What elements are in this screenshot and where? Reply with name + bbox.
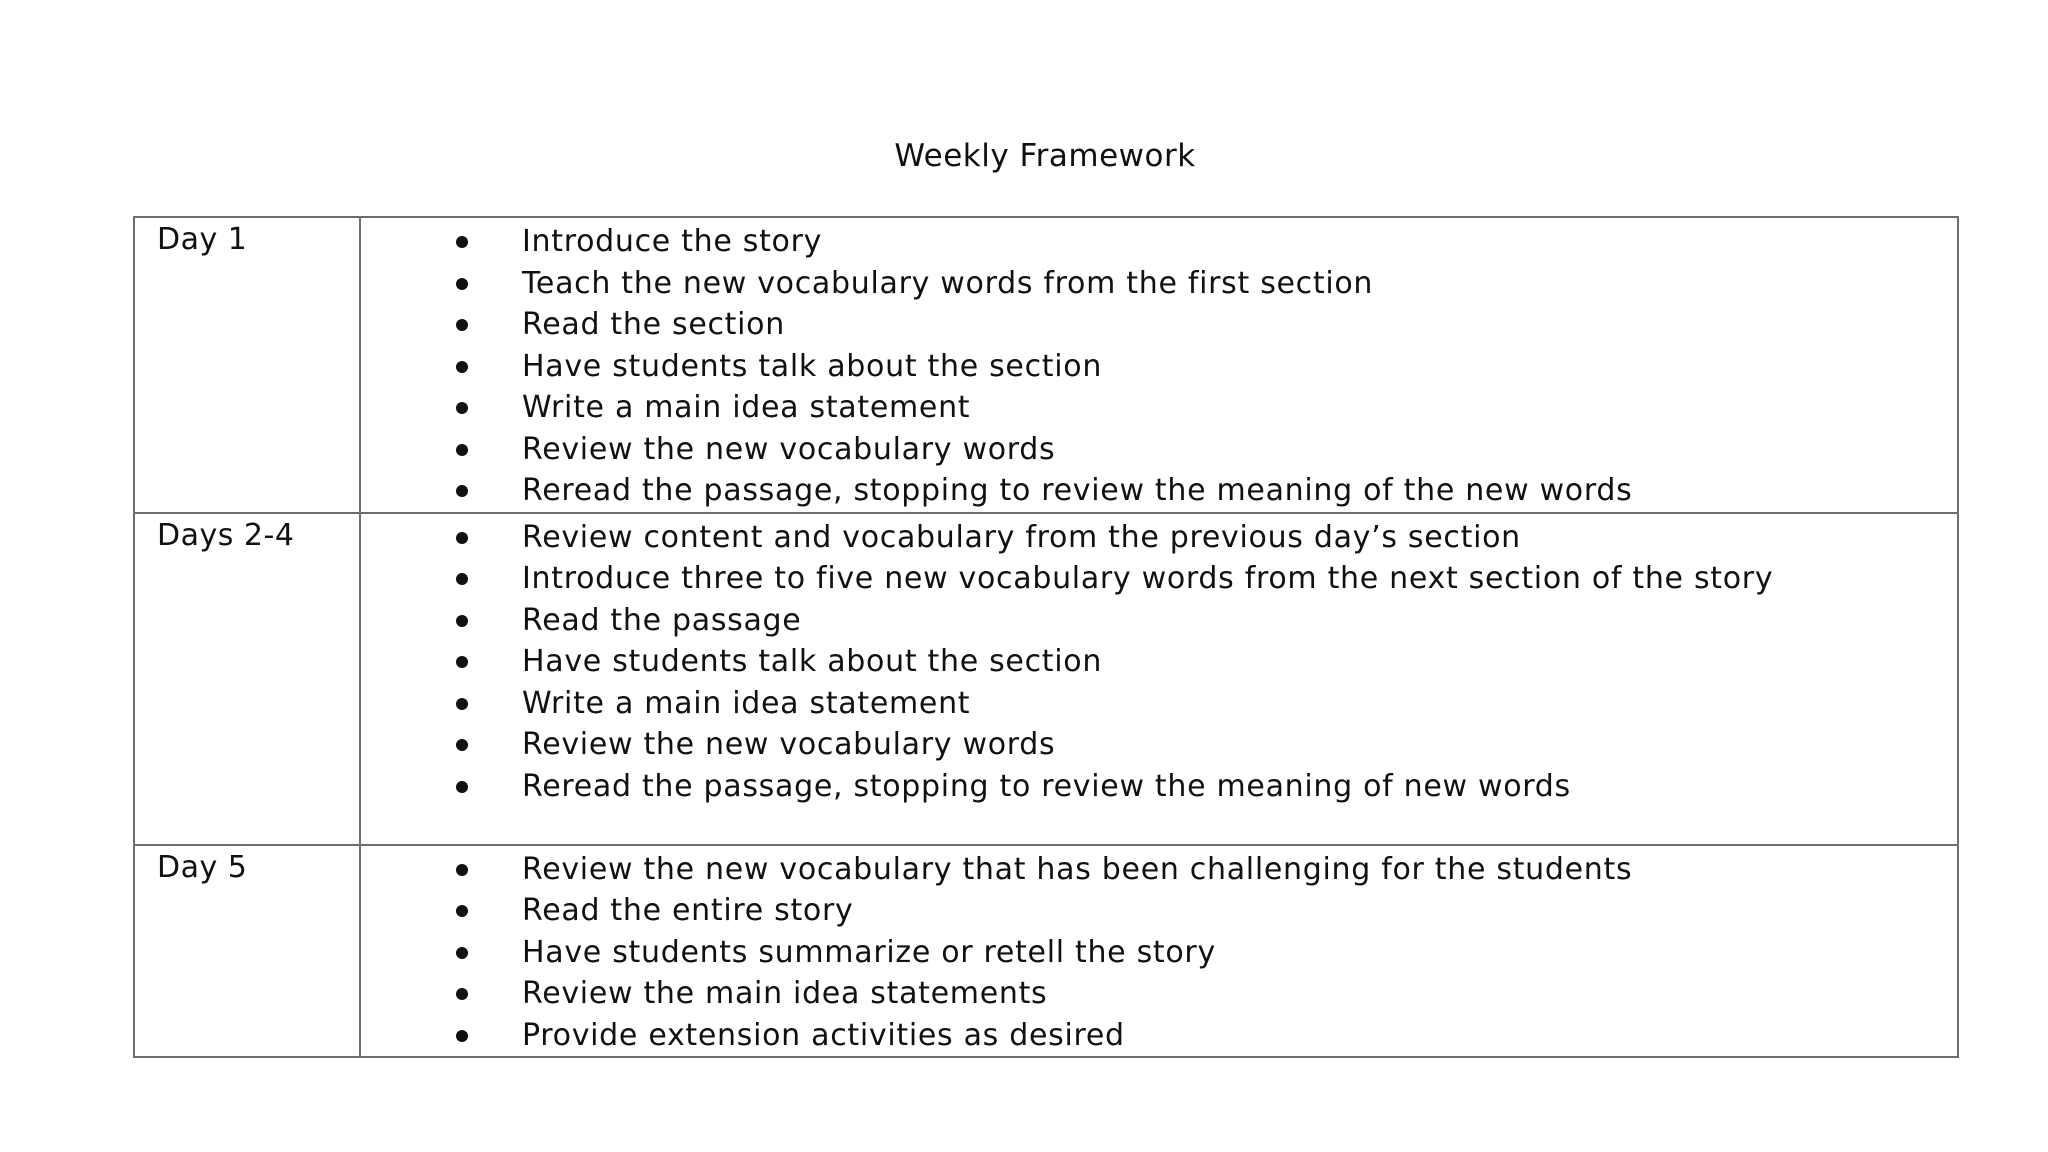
bullet-icon <box>456 1030 468 1042</box>
bullet-icon <box>456 236 468 248</box>
weekly-framework-table <box>133 216 1959 1058</box>
list-item <box>361 600 1937 642</box>
list-item <box>361 973 1937 1015</box>
list-item <box>361 429 1937 471</box>
bullet-icon <box>456 319 468 331</box>
task-text: Review the new vocabulary words <box>522 431 1056 467</box>
task-text: Review the new vocabulary that has been challenging for the students <box>522 851 1633 887</box>
list-item <box>361 387 1937 429</box>
list-item <box>361 517 1937 559</box>
tasks-cell <box>360 513 1958 845</box>
list-item <box>361 849 1937 891</box>
bullet-icon <box>456 656 468 668</box>
task-text: Introduce three to five new vocabulary words from the next section of the story <box>522 561 1774 596</box>
task-text: Read the passage <box>522 602 802 638</box>
task-text: Review the new vocabulary words <box>522 727 1056 762</box>
bullet-icon <box>456 532 468 544</box>
bullet-icon <box>456 615 468 627</box>
task-text: Introduce the story <box>522 224 823 259</box>
bullet-icon <box>456 402 468 414</box>
list-item <box>361 263 1937 305</box>
task-text: Reread the passage, stopping to review the meaning of new words <box>522 768 1571 804</box>
bullet-icon <box>456 988 468 1000</box>
list-item <box>361 1015 1937 1057</box>
list-item <box>361 683 1937 725</box>
page-title: Weekly Framework <box>894 138 1196 174</box>
list-item <box>361 558 1937 600</box>
bullet-icon <box>456 361 468 373</box>
table-row <box>134 217 1958 513</box>
bullet-icon <box>456 444 468 456</box>
task-text: Have students summarize or retell the story <box>522 934 1216 970</box>
list-item <box>361 766 1937 808</box>
tasks-cell <box>360 845 1958 1058</box>
task-text: Read the entire story <box>522 893 854 928</box>
day-label-cell: Days 2-4 <box>134 513 360 845</box>
task-text: Reread the passage, stopping to review the meaning of the new words <box>522 473 1633 508</box>
bullet-icon <box>456 278 468 290</box>
bullet-icon <box>456 739 468 751</box>
task-text: Teach the new vocabulary words from the first section <box>522 265 1374 301</box>
list-item <box>361 304 1937 346</box>
bullet-icon <box>456 947 468 959</box>
task-text: Provide extension activities as desired <box>522 1017 1125 1053</box>
list-item <box>361 470 1937 512</box>
bullet-icon <box>456 573 468 585</box>
task-list <box>361 846 1957 1057</box>
task-text: Read the section <box>522 307 785 342</box>
task-text: Have students talk about the section <box>522 348 1103 384</box>
tasks-cell <box>360 217 1958 513</box>
list-item <box>361 932 1937 974</box>
list-item <box>361 890 1937 932</box>
bullet-icon <box>456 485 468 497</box>
task-list <box>361 218 1957 512</box>
bullet-icon <box>456 698 468 710</box>
task-text: Write a main idea statement <box>522 685 971 721</box>
table-row <box>134 513 1958 845</box>
list-item <box>361 346 1937 388</box>
bullet-icon <box>456 864 468 876</box>
task-text: Have students talk about the section <box>522 644 1103 679</box>
task-text: Write a main idea statement <box>522 390 971 425</box>
list-item <box>361 221 1937 263</box>
list-item <box>361 724 1937 766</box>
day-label-cell: Day 1 <box>134 217 360 513</box>
bullet-icon <box>456 781 468 793</box>
task-text: Review the main idea statements <box>522 976 1048 1011</box>
table-row <box>134 845 1958 1058</box>
list-item <box>361 641 1937 683</box>
task-text: Review content and vocabulary from the previous day’s section <box>522 519 1521 555</box>
task-list <box>361 514 1957 808</box>
day-label-cell: Day 5 <box>134 845 360 1058</box>
bullet-icon <box>456 905 468 917</box>
